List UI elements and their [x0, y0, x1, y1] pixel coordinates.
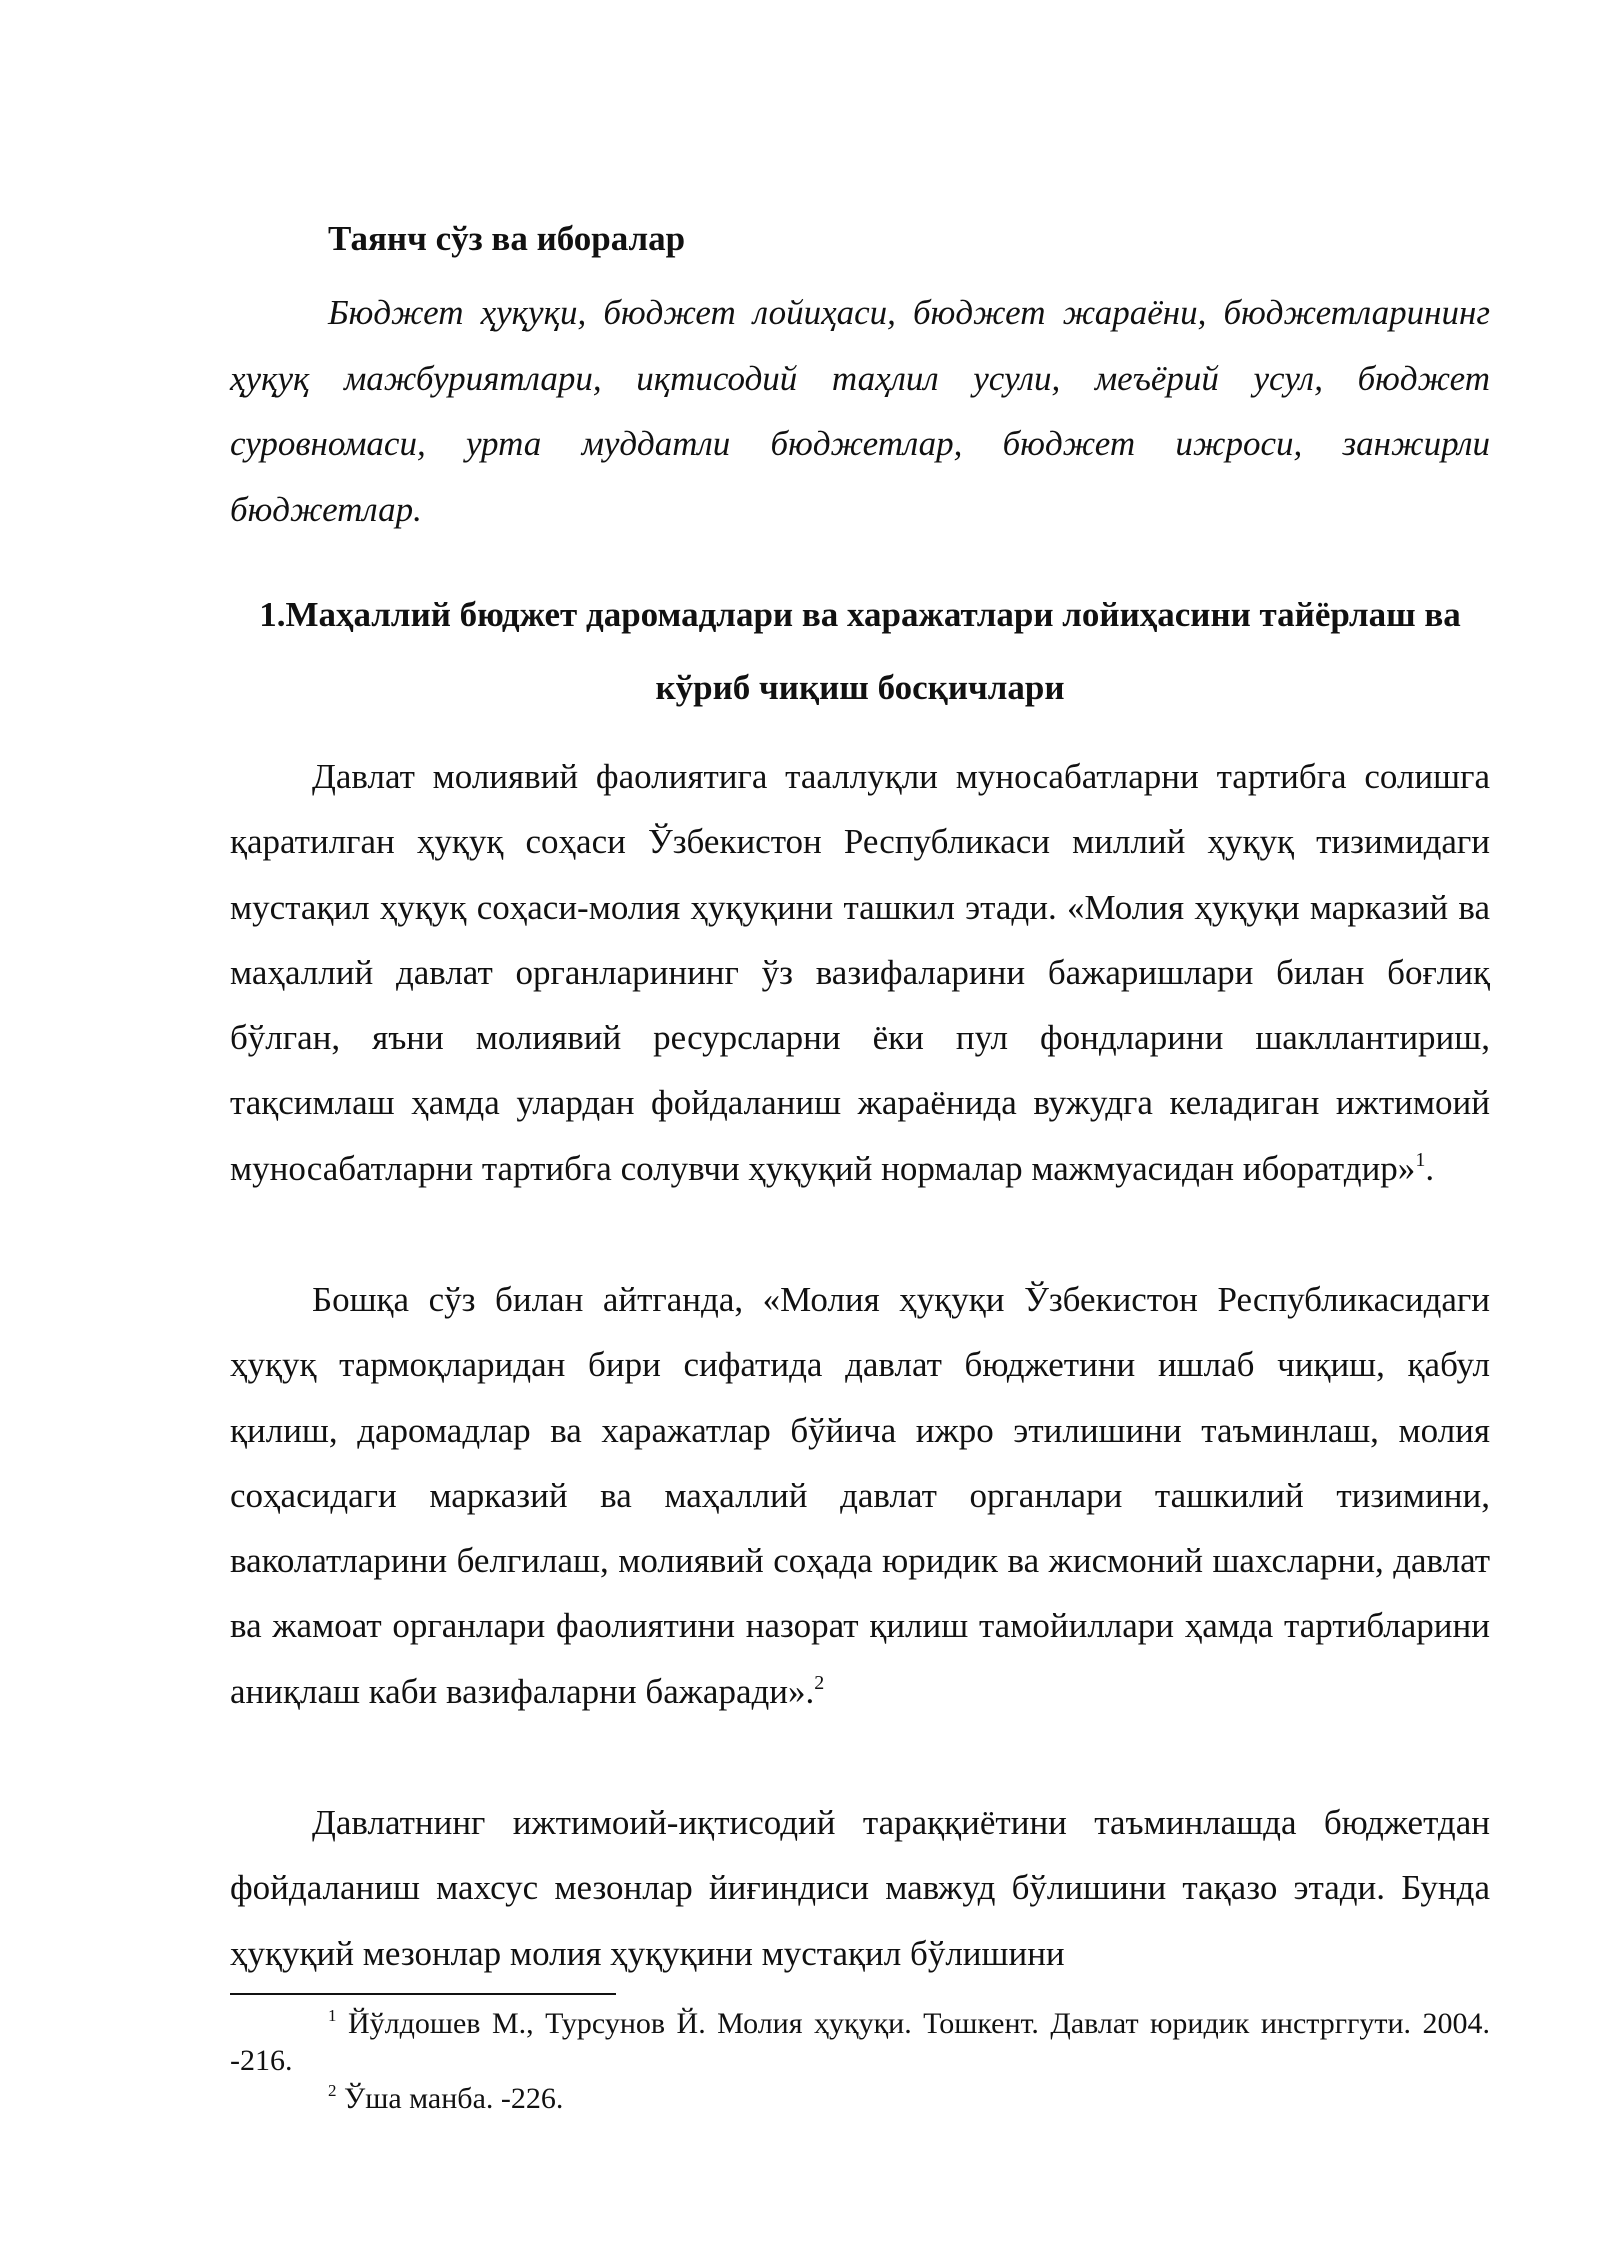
paragraph-text: Давлат молиявий фаолиятига тааллуқли муносабатларни тартибга солишга қаратилган ҳуқуқ соҳаси Ўзбекистон Республикаси миллий ҳуқуқ тизимидаги мустақил ҳуқуқ соҳаси-молия ҳуқуқини ташкил этади. «Молия ҳуқуқи марказий ва маҳаллий давлат органларининг ўз вазифаларини бажаришлари билан боғлиқ бўлган, яъни молиявий ресурсларни ёки пул фондларини шакллантириш, тақсимлаш ҳамда улардан фойдаланиш жараёнида вужудга келадиган ижтимоий муносабатларни тартибга солувчи ҳуқуқий нормалар мажмуасидан иборатдир»: [230, 757, 1490, 1188]
paragraph-text: Бошқа сўз билан айтганда, «Молия ҳуқуқи Ўзбекистон Республикасидаги ҳуқуқ тармоқларидан бири сифатида давлат бюджетини ишлаб чиқиш, қабул қилиш, даромадлар ва харажатлар бўйича ижро этилишини таъминлаш, молия соҳасидаги марказий ва маҳаллий давлат органлари ташкилий тизимини, ваколатларини белгилаш, молиявий соҳада юридик ва жисмоний шахсларни, давлат ва жамоат органлари фаолиятини назорат қилиш тамойиллари ҳамда тартибларини аниқлаш каби вазифаларни бажаради».: [230, 1280, 1490, 1711]
paragraph-text: Давлатнинг ижтимоий-иқтисодий тараққиётини таъминлашда бюджетдан фойдаланиш махсус мезонлар йиғиндиси мавжуд бўлишини тақазо этади. Бунда ҳуқуқий мезонлар молия ҳуқуқини мустақил бўлишини: [230, 1803, 1490, 1973]
paragraph-tail: .: [1425, 1148, 1435, 1188]
footnote-text: Ўша манба. -226.: [344, 2082, 564, 2115]
footnote-mark: 1: [328, 2006, 337, 2025]
footnote-mark: 2: [328, 2081, 337, 2100]
keywords-text: Бюджет ҳуқуқи, бюджет лойиҳаси, бюджет жараёни, бюджетларининг ҳуқуқ мажбуриятлари, иқтисодий таҳлил усули, меъёрий усул, бюджет суровномаси, урта муддатли бюджетлар, бюджет ижроси, занжирли бюджетлар.: [230, 293, 1490, 529]
footnote-2: [230, 2080, 1490, 2117]
footnote-1: [230, 2005, 1490, 2079]
footnote-ref-2[interactable]: 2: [814, 1671, 825, 1694]
section-heading: 1.Маҳаллий бюджет даромадлари ва харажатлари лойиҳасини тайёрлаш ва кўриб чиқиш босқичлари: [259, 595, 1461, 707]
body-paragraph-2: [230, 1267, 1490, 1724]
footnote-ref-1[interactable]: 1: [1415, 1148, 1426, 1171]
footnote-text: Йўлдошев М., Турсунов Й. Молия ҳуқуқи. Тошкент. Давлат юридик инстрггути. 2004. -216.: [230, 2007, 1491, 2077]
body-paragraph-1: [230, 744, 1490, 1201]
keywords-title: Таянч сўз ва иборалар: [328, 219, 686, 258]
body-paragraph-3: [230, 1790, 1490, 1986]
footnote-separator: [230, 1993, 616, 1995]
